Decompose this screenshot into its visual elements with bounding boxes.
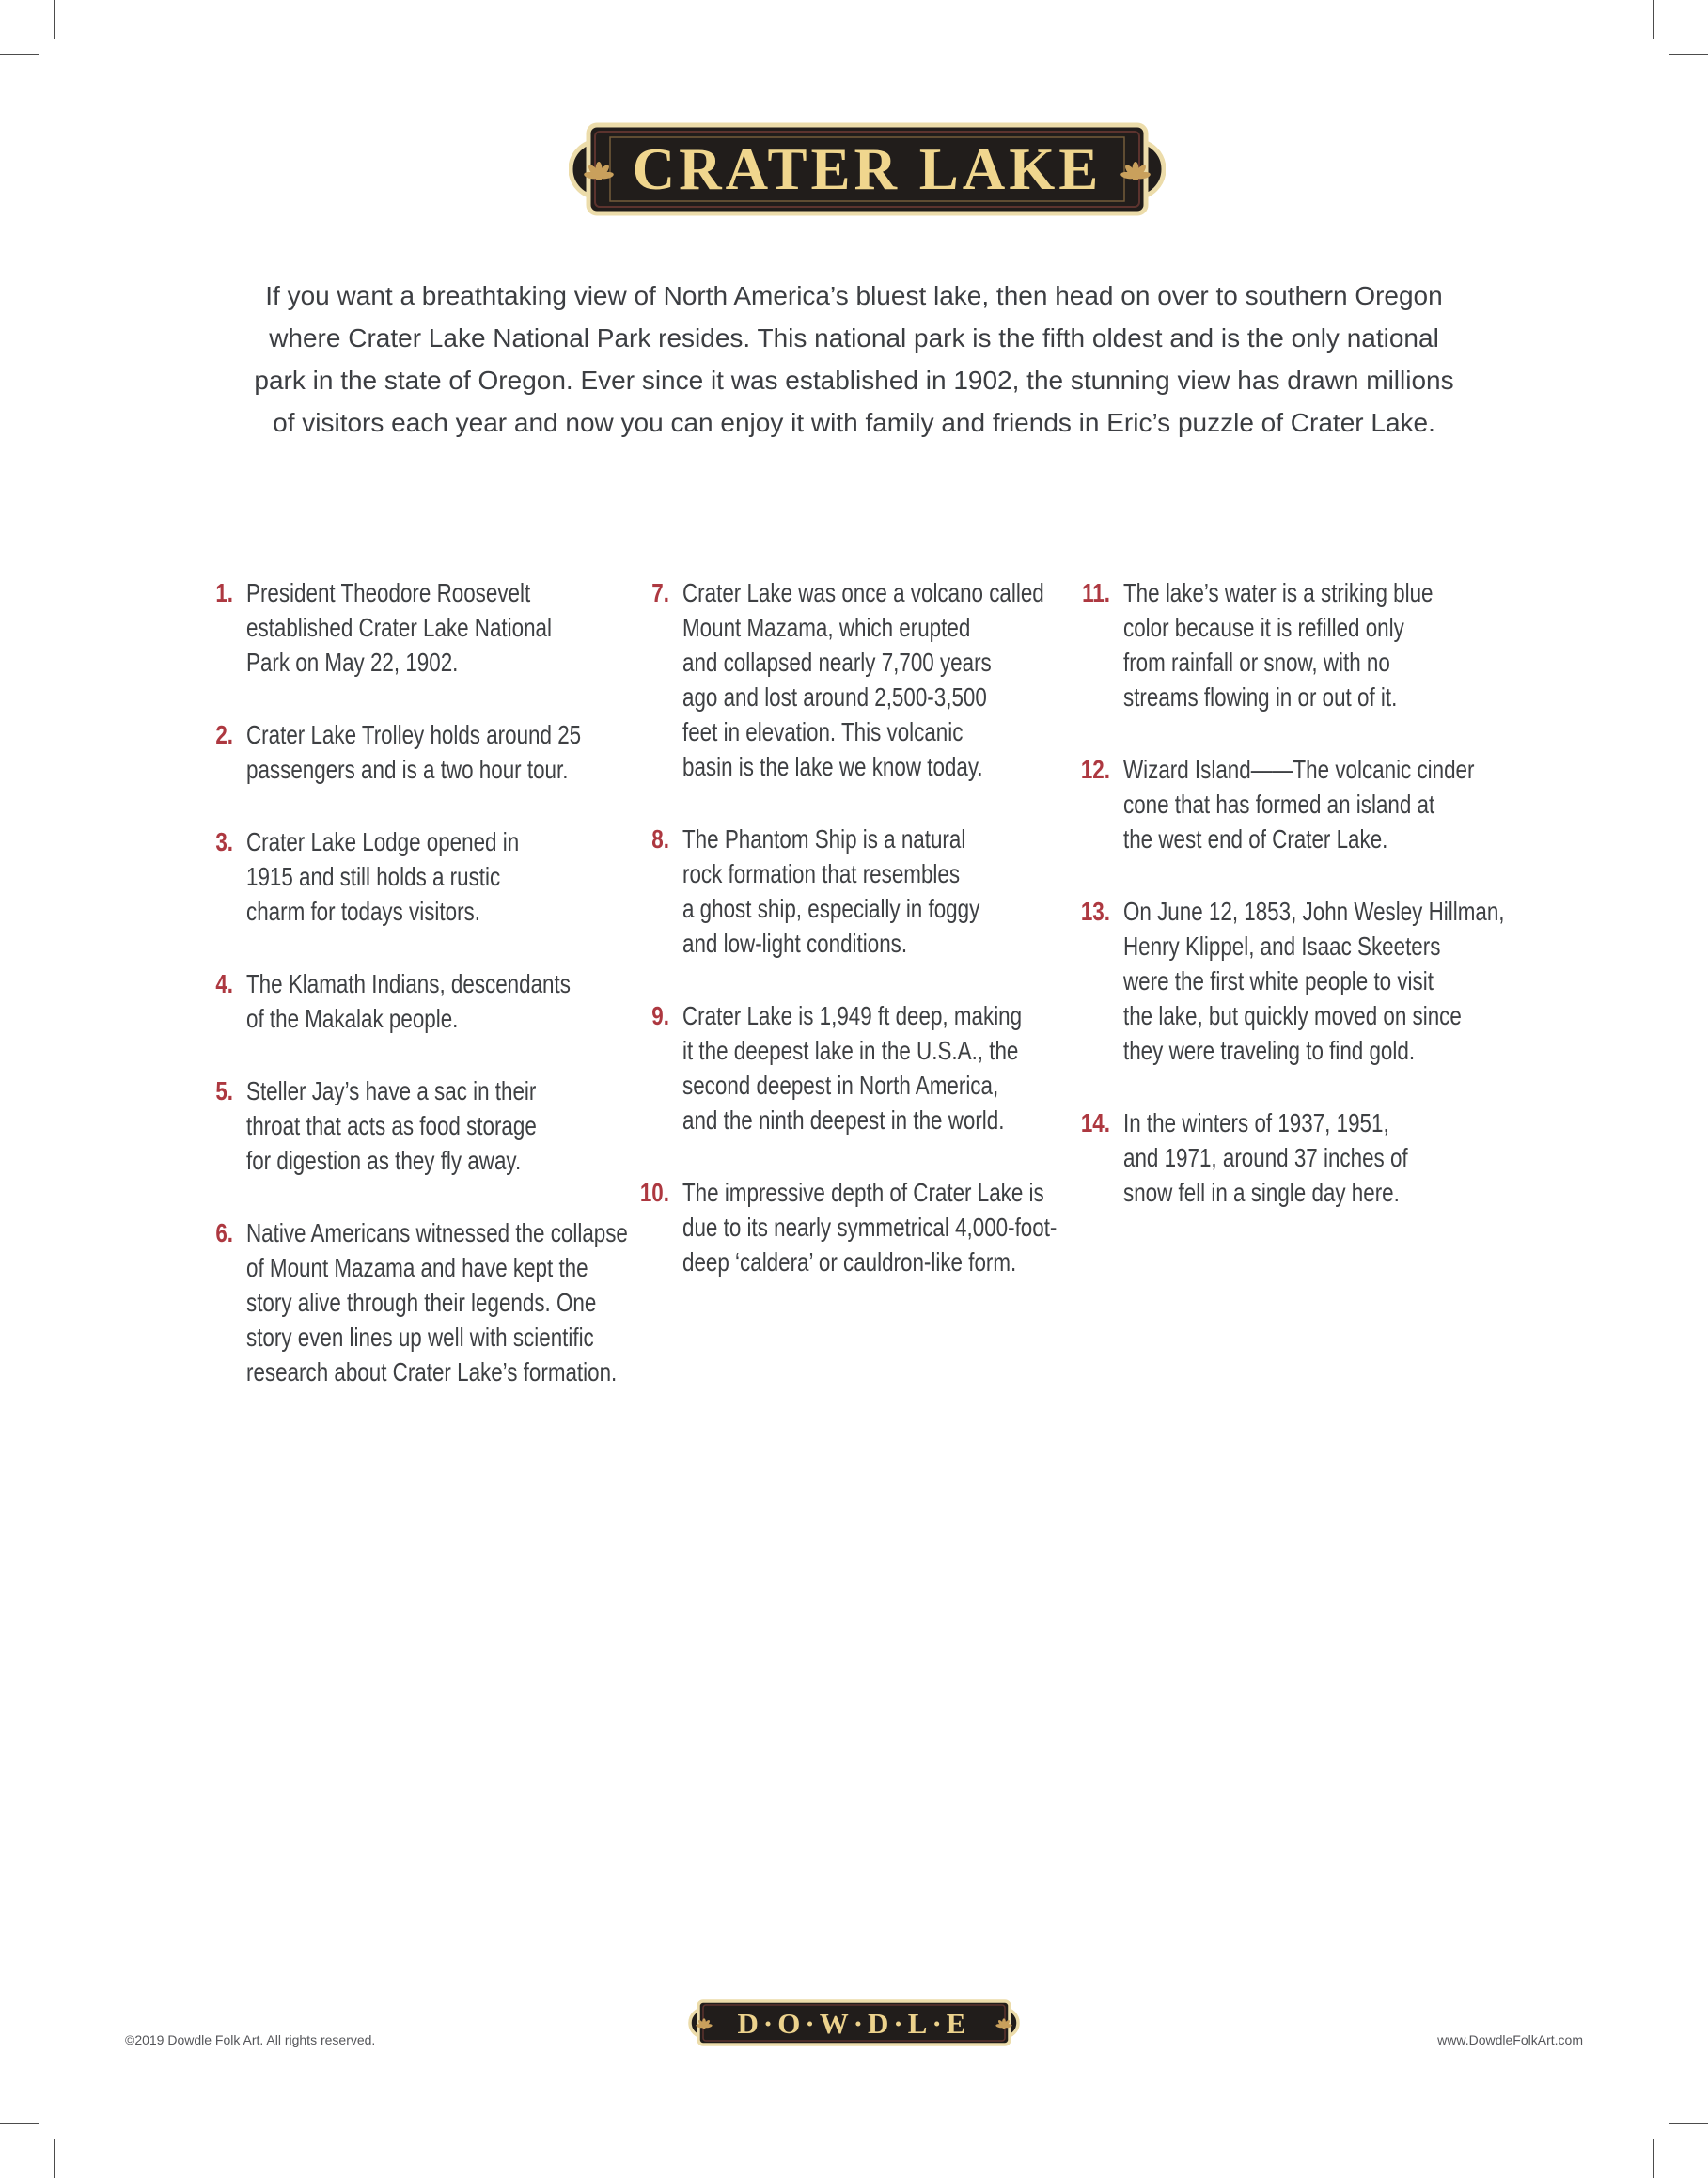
fact-line: the lake, but quickly moved on since xyxy=(1123,1001,1462,1030)
fact-line: President Theodore Roosevelt xyxy=(246,578,531,607)
fact-line: ago and lost around 2,500-3,500 xyxy=(682,682,987,712)
fact-number: 9. xyxy=(651,1001,669,1030)
fact-line: Crater Lake is 1,949 ft deep, making xyxy=(682,1001,1023,1030)
banner-title: CRATER LAKE xyxy=(632,136,1103,202)
fact-line: In the winters of 1937, 1951, xyxy=(1123,1108,1389,1137)
fact-line: passengers and is a two hour tour. xyxy=(246,755,569,784)
fact-line: 1915 and still holds a rustic xyxy=(246,862,501,891)
fact-line: the west end of Crater Lake. xyxy=(1123,824,1388,854)
fact-line: basin is the lake we know today. xyxy=(682,752,983,781)
fact-line: from rainfall or snow, with no xyxy=(1123,648,1390,677)
fact-line: story alive through their legends. One xyxy=(246,1288,597,1317)
fact-line: Crater Lake Lodge opened in xyxy=(246,827,520,856)
fact-number: 7. xyxy=(651,578,669,607)
crop-mark-top-right-h xyxy=(1669,54,1708,55)
crop-mark-top-left-v xyxy=(54,0,55,39)
fact-line: Crater Lake Trolley holds around 25 xyxy=(246,720,582,749)
crop-mark-top-right-v xyxy=(1653,0,1654,39)
intro-line: park in the state of Oregon. Ever since it was established in 1902, the stunning view has drawn millions xyxy=(254,366,1454,395)
fact-line: The lake’s water is a striking blue xyxy=(1123,578,1434,607)
fact-line: rock formation that resembles xyxy=(682,859,961,888)
fact-line: second deepest in North America, xyxy=(682,1071,999,1100)
fact-text xyxy=(682,575,1044,784)
fact-number: 12. xyxy=(1080,755,1110,784)
fact-item xyxy=(1065,575,1591,714)
fact-text xyxy=(246,966,571,1036)
fact-item xyxy=(1065,894,1591,1068)
fact-number: 4. xyxy=(215,969,233,998)
crop-mark-top-left-h xyxy=(0,54,39,55)
fact-line: and low-light conditions. xyxy=(682,929,908,958)
fact-line: deep ‘caldera’ or cauldron-like form. xyxy=(682,1247,1017,1277)
fact-text xyxy=(246,575,552,680)
fact-number: 10. xyxy=(639,1178,669,1207)
fact-number: 5. xyxy=(215,1076,233,1105)
dowdle-logo-plaque xyxy=(688,1999,1020,2046)
fact-line: streams flowing in or out of it. xyxy=(1123,682,1398,712)
fact-line: The impressive depth of Crater Lake is xyxy=(682,1178,1044,1207)
fact-text xyxy=(1123,575,1434,714)
fact-text xyxy=(246,1073,537,1178)
crop-mark-bottom-left-h xyxy=(0,2123,39,2124)
fact-text xyxy=(682,998,1022,1137)
crop-mark-bottom-right-h xyxy=(1669,2123,1708,2124)
fact-line: it the deepest lake in the U.S.A., the xyxy=(682,1036,1019,1065)
fact-text xyxy=(246,824,519,929)
fact-line: a ghost ship, especially in foggy xyxy=(682,894,980,923)
fact-line: Crater Lake was once a volcano called xyxy=(682,578,1044,607)
fact-item xyxy=(1065,752,1591,856)
fact-line: of the Makalak people. xyxy=(246,1004,459,1033)
website-url: www.DowdleFolkArt.com xyxy=(1437,2032,1583,2047)
intro-line: If you want a breathtaking view of North America’s bluest lake, then head on over to southern Oregon xyxy=(265,281,1443,310)
fact-line: color because it is refilled only xyxy=(1123,613,1404,642)
fact-line: feet in elevation. This volcanic xyxy=(682,717,964,746)
fact-line: and collapsed nearly 7,700 years xyxy=(682,648,992,677)
fact-text xyxy=(1123,1105,1408,1210)
intro-line: of visitors each year and now you can enjoy it with family and friends in Eric’s puzzle of Crater Lake. xyxy=(273,408,1435,437)
fact-text xyxy=(1123,894,1505,1068)
fact-line: Wizard Island——The volcanic cinder xyxy=(1123,755,1475,784)
fact-line: cone that has formed an island at xyxy=(1123,790,1435,819)
fact-line: charm for todays visitors. xyxy=(246,897,480,926)
fact-line: they were traveling to find gold. xyxy=(1123,1036,1416,1065)
fact-line: Park on May 22, 1902. xyxy=(246,648,459,677)
fact-number: 8. xyxy=(651,824,669,854)
fact-number: 14. xyxy=(1080,1108,1110,1137)
fact-line: and the ninth deepest in the world. xyxy=(682,1105,1005,1135)
fact-item xyxy=(1065,1105,1591,1210)
fact-number: 1. xyxy=(215,578,233,607)
intro-paragraph xyxy=(0,274,1708,444)
fact-text xyxy=(246,717,581,787)
fact-line: Native Americans witnessed the collapse xyxy=(246,1218,628,1247)
fact-number: 11. xyxy=(1082,578,1110,607)
fact-line: Mount Mazama, which erupted xyxy=(682,613,971,642)
fact-line: The Phantom Ship is a natural xyxy=(682,824,966,854)
fact-line: were the first white people to visit xyxy=(1123,966,1434,995)
fact-text xyxy=(246,1215,628,1389)
fact-line: The Klamath Indians, descendants xyxy=(246,969,571,998)
copyright-text: ©2019 Dowdle Folk Art. All rights reserved. xyxy=(125,2032,376,2047)
fact-line: for digestion as they fly away. xyxy=(246,1146,522,1175)
fact-line: story even lines up well with scientific xyxy=(246,1323,594,1352)
fact-line: Henry Klippel, and Isaac Skeeters xyxy=(1123,932,1441,961)
fact-number: 6. xyxy=(215,1218,233,1247)
fact-number: 2. xyxy=(215,720,233,749)
fact-line: research about Crater Lake’s formation. xyxy=(246,1357,618,1387)
fact-number: 3. xyxy=(215,827,233,856)
fact-text xyxy=(1123,752,1474,856)
fact-line: due to its nearly symmetrical 4,000-foot- xyxy=(682,1213,1058,1242)
fact-line: throat that acts as food storage xyxy=(246,1111,537,1140)
fact-line: established Crater Lake National xyxy=(246,613,552,642)
crater-lake-plaque xyxy=(569,122,1166,216)
fact-line: and 1971, around 37 inches of xyxy=(1123,1143,1408,1172)
fact-number: 13. xyxy=(1080,897,1110,926)
facts-column-3 xyxy=(1065,575,1591,1247)
fact-line: snow fell in a single day here. xyxy=(1123,1178,1400,1207)
fact-line: Steller Jay’s have a sac in their xyxy=(246,1076,537,1105)
dowdle-logo-text: D·O·W·D·L·E xyxy=(737,2007,971,2040)
fact-text xyxy=(682,1175,1057,1279)
fact-text xyxy=(682,822,979,961)
fact-line: of Mount Mazama and have kept the xyxy=(246,1253,588,1282)
intro-line: where Crater Lake National Park resides. This national park is the fifth oldest and is the only national xyxy=(269,323,1439,353)
fact-line: On June 12, 1853, John Wesley Hillman, xyxy=(1123,897,1505,926)
crop-mark-bottom-right-v xyxy=(1653,2139,1654,2178)
crop-mark-bottom-left-v xyxy=(54,2139,55,2178)
